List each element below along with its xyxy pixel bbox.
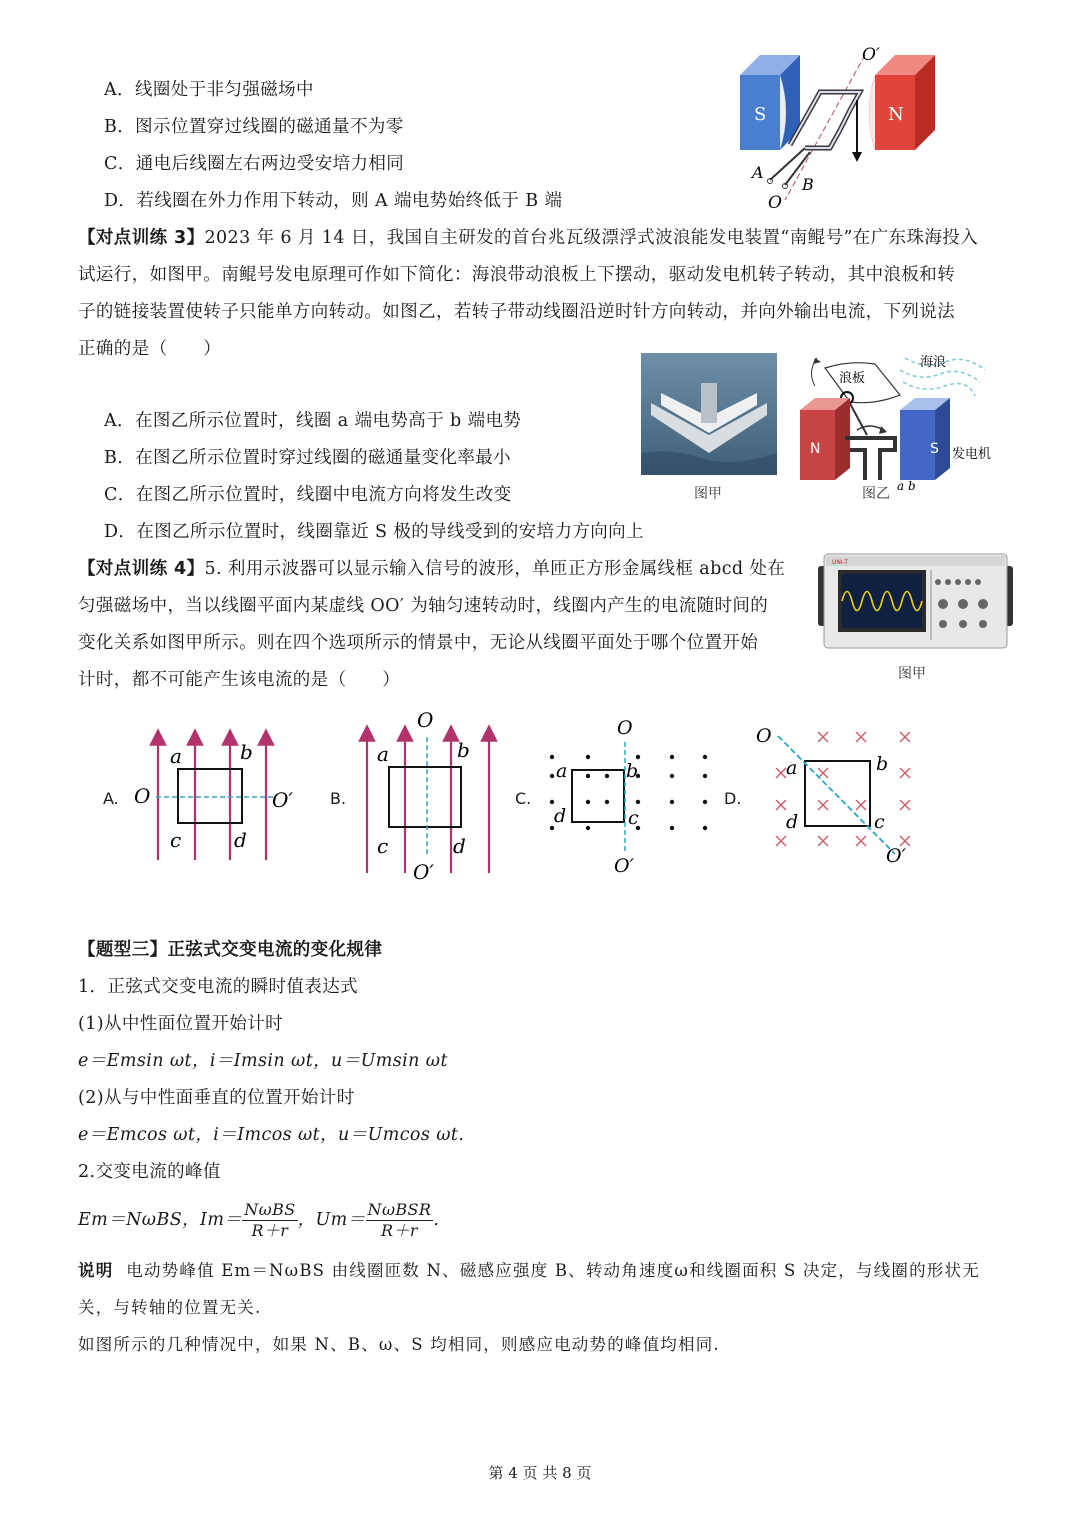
- b-letter-a: a: [377, 742, 389, 766]
- section3-title: 【题型三】正弦式交变电流的变化规律: [78, 940, 383, 960]
- gen-s-label: S: [930, 441, 939, 457]
- axis-top-label: O′: [862, 45, 880, 65]
- wave-label: 海浪: [920, 355, 947, 370]
- q3-line-1: [78, 227, 978, 249]
- q2-option-c: C．通电后线圈左右两边受安培力相同: [104, 154, 405, 174]
- gen-n-label: N: [810, 441, 821, 457]
- q3-option-d: D．在图乙所示位置时，线圈靠近 S 极的导线受到的安培力方向向上: [104, 522, 644, 542]
- choice-b-label: B.: [330, 789, 347, 808]
- q4-line-3: 变化关系如图甲所示。则在四个选项所示的情景中，无论从线圈平面处于哪个位置开始: [78, 633, 759, 653]
- peak-end: .: [433, 1210, 440, 1230]
- a-letter-c: c: [170, 828, 182, 852]
- note-line-3: 如图所示的几种情况中，如果 N、B、ω、S 均相同，则感应电动势的峰值均相同.: [78, 1335, 720, 1354]
- peak-formula: [78, 1198, 439, 1242]
- choice-d-diagram: [750, 718, 925, 878]
- q2-magnet-figure: [730, 40, 945, 215]
- peak-frac-1-num: NωBS: [244, 1199, 296, 1219]
- q3-option-b: B．在图乙所示位置时穿过线圈的磁通量变化率最小: [104, 448, 512, 468]
- choice-c-label: C.: [515, 789, 532, 808]
- q3-option-c: C．在图乙所示位置时，线圈中电流方向将发生改变: [104, 485, 512, 505]
- q3-fig-jia-caption: 图甲: [694, 486, 722, 502]
- d-axis-o: O: [756, 725, 772, 747]
- q2-option-a: A．线圈处于非匀强磁场中: [104, 80, 314, 100]
- note-line-1: [78, 1260, 980, 1282]
- q4-label: 【对点训练 4】: [78, 559, 205, 579]
- q3-fig-yi-caption: 图乙: [862, 486, 890, 502]
- b-axis-o: O: [417, 708, 434, 732]
- q3-text-1: 2023 年 6 月 14 日，我国自主研发的首台兆瓦级漂浮式波浪能发电装置“南鲲号”在广东珠海投入: [204, 228, 979, 248]
- d-letter-a: a: [786, 757, 798, 779]
- peak-frac-2-num: NωBSR: [367, 1199, 432, 1219]
- wave-device-photo: [641, 353, 777, 475]
- board-label: 浪板: [839, 371, 866, 386]
- c-axis-op: O′: [614, 855, 634, 877]
- peak-frac-1: [242, 1200, 297, 1241]
- choice-a-label: A.: [103, 789, 119, 808]
- c-letter-c: c: [628, 807, 639, 829]
- terminal-b-label: B: [802, 175, 814, 194]
- peak-frac-1-den: R＋r: [251, 1220, 289, 1240]
- peak-part-a: Em＝NωBS，Im＝: [78, 1210, 243, 1230]
- terminal-ab-label: a b: [897, 479, 916, 493]
- q4-line-4: 计时，都不可能产生该电流的是（ ）: [78, 670, 401, 690]
- q4-line-1: [78, 558, 785, 580]
- choice-a-diagram: [128, 725, 308, 865]
- b-axis-op: O′: [413, 860, 434, 884]
- note-text-1: 电动势峰值 Em＝NωBS 由线圈匝数 N、磁感应强度 B、转动角速度ω和线圈面积 S 决定，与线圈的形状无: [126, 1261, 980, 1280]
- peak-frac-2-den: R＋r: [381, 1220, 418, 1240]
- section3-sub1: (1)从中性面位置开始计时: [78, 1014, 283, 1034]
- a-letter-a: a: [170, 744, 182, 768]
- q3-option-a: A．在图乙所示位置时，线圈 a 端电势高于 b 端电势: [104, 411, 522, 431]
- a-axis-op: O′: [272, 788, 293, 812]
- a-letter-d: d: [234, 828, 247, 852]
- q2-option-d: D．若线圈在外力作用下转动，则 A 端电势始终低于 B 端: [104, 191, 563, 211]
- choice-c-diagram: [540, 712, 715, 880]
- c-letter-d: d: [554, 805, 567, 827]
- scope-brand: UNI-T: [832, 559, 848, 566]
- axis-bottom-label: O: [768, 193, 782, 213]
- b-letter-b: b: [457, 738, 470, 762]
- a-axis-o: O: [134, 784, 151, 808]
- b-letter-c: c: [377, 834, 389, 858]
- c-letter-a: a: [556, 760, 568, 782]
- terminal-a-label: A: [752, 163, 764, 182]
- c-axis-o: O: [617, 717, 633, 739]
- generator-schematic: [795, 350, 1000, 498]
- q4-text-1: 5. 利用示波器可以显示输入信号的波形，单匝正方形金属线框 abcd 处在: [204, 559, 786, 579]
- peak-part-b: ，Um＝: [297, 1210, 366, 1230]
- oscilloscope-photo: [818, 552, 1013, 652]
- section3-eq2: e＝Emcos ωt，i＝Imcos ωt，u＝Umcos ωt.: [78, 1125, 465, 1145]
- n-pole-label: N: [888, 104, 904, 125]
- section3-item2: 2.交变电流的峰值: [78, 1162, 221, 1182]
- note-label: 说明: [78, 1261, 114, 1280]
- section3-item1: 1．正弦式交变电流的瞬时值表达式: [78, 977, 359, 997]
- section3-eq1: e＝Emsin ωt，i＝Imsin ωt，u＝Umsin ωt: [78, 1051, 448, 1071]
- note-line-2: 关，与转轴的位置无关.: [78, 1298, 262, 1317]
- d-letter-b: b: [876, 753, 889, 775]
- q2-option-b: B．图示位置穿过线圈的磁通量不为零: [104, 117, 404, 137]
- section3-sub2: (2)从与中性面垂直的位置开始计时: [78, 1088, 355, 1108]
- generator-label: 发电机: [952, 447, 992, 462]
- choice-b-diagram: [355, 705, 505, 885]
- d-letter-c: c: [874, 811, 885, 833]
- b-letter-d: d: [453, 834, 466, 858]
- c-letter-b: b: [626, 760, 639, 782]
- s-pole-label: S: [754, 104, 767, 125]
- q3-line-3: 子的链接装置使转子只能单方向转动。如图乙，若转子带动线圈沿逆时针方向转动，并向外输出电流，下列说法: [78, 302, 956, 322]
- q4-fig-jia-caption: 图甲: [898, 666, 926, 682]
- peak-frac-2: [366, 1200, 434, 1241]
- q3-line-2: 试运行，如图甲。南鲲号发电原理可作如下简化：海浪带动浪板上下摆动，驱动发电机转子转动，其中浪板和转: [78, 265, 956, 285]
- q4-line-2: 匀强磁场中，当以线圈平面内某虚线 OO′ 为轴匀速转动时，线圈内产生的电流随时间的: [78, 596, 769, 616]
- q3-line-4: 正确的是（ ）: [78, 339, 222, 359]
- d-axis-op: O′: [886, 845, 906, 867]
- choice-d-label: D.: [724, 789, 742, 808]
- page-footer: 第 4 页 共 8 页: [488, 1464, 592, 1482]
- q3-label: 【对点训练 3】: [78, 228, 205, 248]
- d-letter-d: d: [786, 811, 799, 833]
- a-letter-b: b: [240, 740, 253, 764]
